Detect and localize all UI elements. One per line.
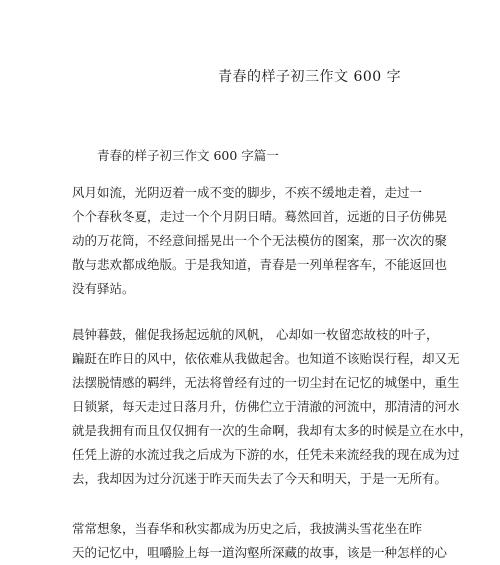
paragraph-2-line-5: 就是我拥有而且仅仅拥有一次的生命啊，我却有太多的时候是立在水中， bbox=[72, 423, 473, 438]
paragraph-spacer bbox=[72, 301, 422, 323]
paragraph-3-line-2: 天的记忆中，咀嚼脸上每一道沟壑所深藏的故事，该是一种怎样的心 bbox=[72, 545, 448, 560]
paragraph-2-line-7: 去，我却因为过分沉迷于昨天而失去了今天和明天，于是一无所有。 bbox=[72, 471, 448, 486]
paragraph-spacer bbox=[72, 491, 422, 517]
paragraph-2-line-1: 晨钟暮鼓，催促我扬起远航的风帆， 心却如一枚留恋故枝的叶子， bbox=[72, 327, 439, 342]
paragraph-2-line-6: 任凭上游的水流过我之后成为下游的水，任凭未来流经我的现在成为过 bbox=[72, 447, 460, 462]
paragraph-2-line-4: 日锁紧，每天走过日落月升，仿佛伫立于清澈的河流中，那清清的河水 bbox=[72, 399, 460, 414]
section-heading: 青春的样子初三作文 600 字篇一 bbox=[97, 148, 279, 163]
paragraph-1-line-5: 没有驿站。 bbox=[72, 281, 135, 296]
paragraph-2-line-3: 法摆脱情感的羁绊，无法将曾经有过的一切尘封在记忆的城堡中，重生 bbox=[72, 375, 460, 390]
document-body bbox=[72, 181, 473, 565]
paragraph-2-line-2: 蹁跹在昨日的风中，依依难从我做起舍。也知道不该贻误行程，却又无 bbox=[72, 351, 460, 366]
document-title: 青春的样子初三作文 600 字 bbox=[218, 69, 402, 85]
paragraph-1-line-2: 个个春秋冬夏，走过一个个月阴日晴。蓦然回首，远逝的日子仿佛晃 bbox=[72, 209, 448, 224]
paragraph-1-line-3: 动的万花筒，不经意间摇晃出一个个无法模仿的图案，那一次次的聚 bbox=[72, 233, 448, 248]
paragraph-1-line-1: 风月如流，光阴迈着一成不变的脚步，不疾不缓地走着，走过一 bbox=[72, 185, 423, 200]
paragraph-1-line-4: 散与悲欢都成绝版。于是我知道，青春是一列单程客车，不能返回也 bbox=[72, 257, 448, 272]
paragraph-3-line-1: 常常想象，当春华和秋实都成为历史之后，我披满头雪花坐在昨 bbox=[72, 521, 423, 536]
